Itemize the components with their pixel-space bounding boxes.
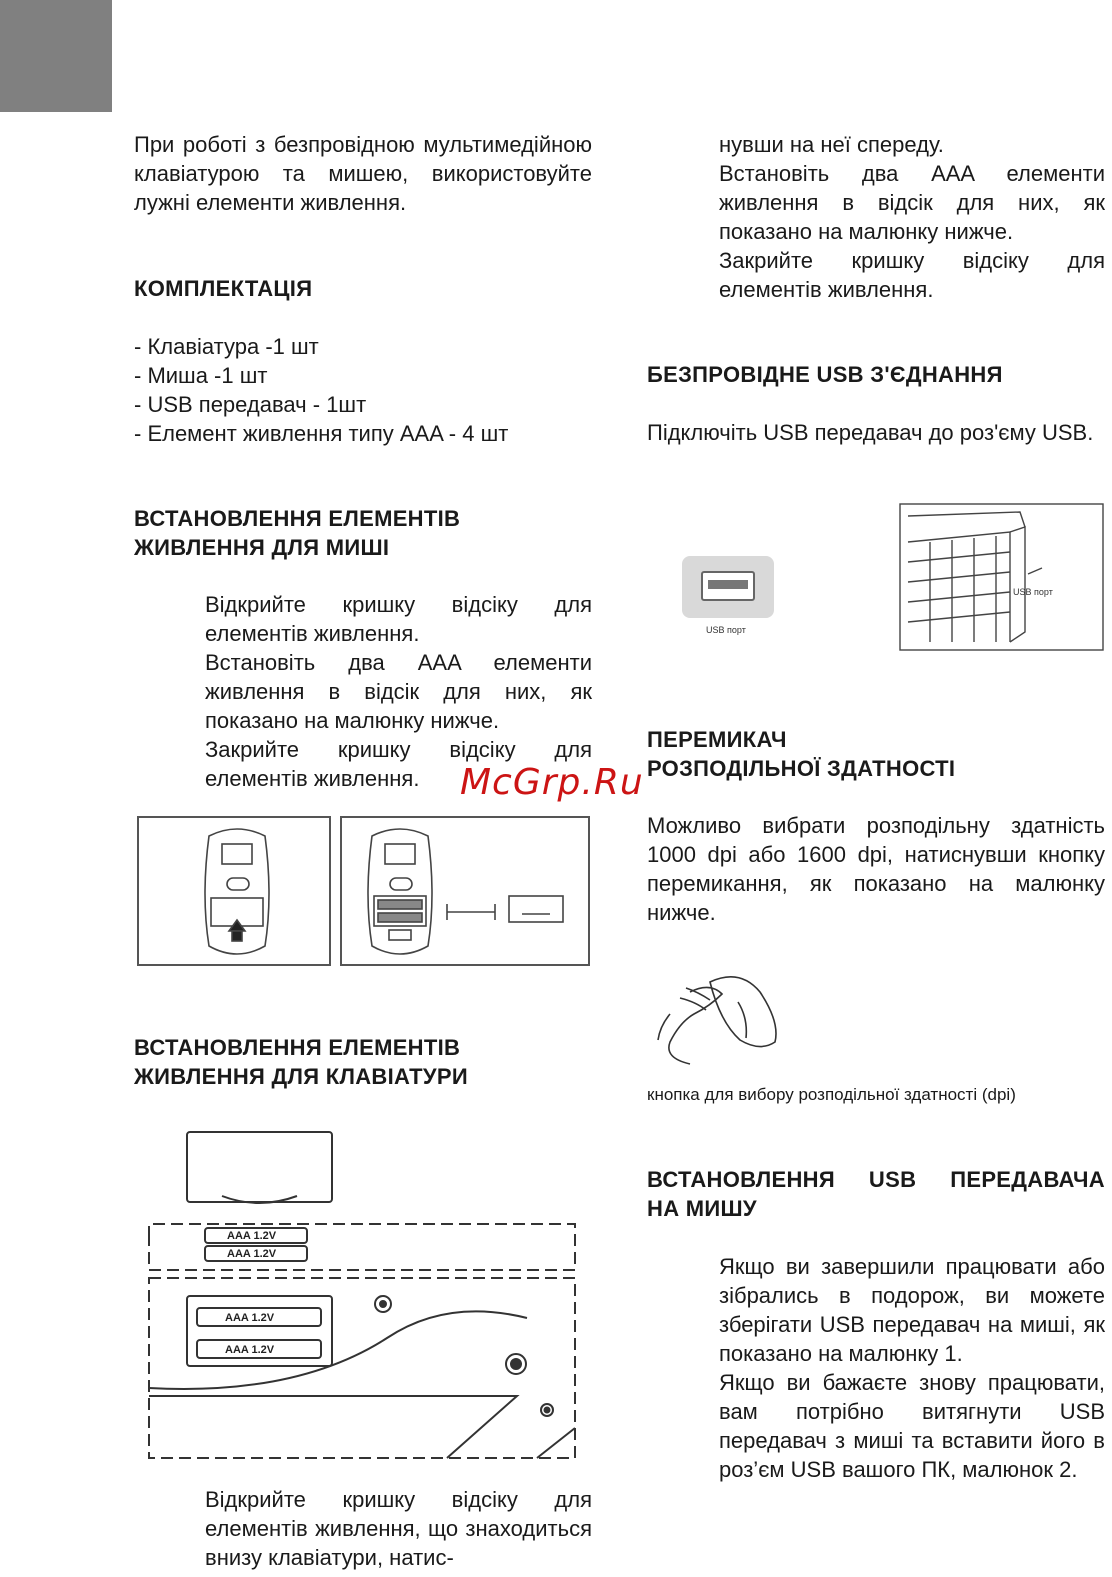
heading-line: ВСТАНОВЛЕННЯ ЕЛЕМЕНТІВ	[134, 506, 461, 531]
heading-line: НА МИШУ	[647, 1196, 757, 1221]
step-text: нувши на неї спереду.	[719, 132, 944, 157]
mouse-battery-figure	[137, 816, 592, 968]
heading-line: ВСТАНОВЛЕННЯ USB ПЕРЕДАВАЧА	[647, 1167, 1105, 1192]
heading-line: РОЗПОДІЛЬНОЇ ЗДАТНОСТІ	[647, 756, 956, 781]
heading-line: ВСТАНОВЛЕННЯ ЕЛЕМЕНТІВ	[134, 1035, 461, 1060]
usb-connection-text: Підключіть USB передавач до роз'єму USB.	[647, 420, 1094, 445]
laptop-usb-label: USB порт	[1013, 587, 1053, 597]
dpi-caption: кнопка для вибору розподільної здатності (dpi)	[647, 1085, 1016, 1104]
complect-heading: КОМПЛЕКТАЦІЯ	[134, 276, 313, 301]
step-text: Якщо ви бажаєте знову працювати, вам потрібно витягнути USB передавач з миші та вставити його в роз’єм USB вашого ПК, малюнок 2.	[719, 1370, 1105, 1482]
step-text: Закрийте кришку відсіку для елементів живлення.	[719, 248, 1105, 302]
heading-line: ПЕРЕМИКАЧ	[647, 727, 787, 752]
battery-label: AAA 1.2V	[225, 1344, 275, 1356]
laptop-icon	[900, 504, 1103, 650]
usb-port-figure	[680, 502, 1105, 652]
list-item: - USB передавач - 1шт	[134, 392, 367, 417]
heading-line: ЖИВЛЕННЯ ДЛЯ КЛАВІАТУРИ	[134, 1064, 468, 1089]
battery-label: AAA 1.2V	[227, 1230, 277, 1242]
keyboard-battery-heading	[134, 1033, 592, 1091]
usb-connection-heading: БЕЗПРОВІДНЕ USB З'ЄДНАННЯ	[647, 362, 1003, 387]
step-text: Відкрийте кришку відсіку для елементів живлення.	[205, 592, 592, 646]
figure-frame	[138, 817, 330, 965]
figure-frame	[341, 817, 589, 965]
step-text: Якщо ви завершили працювати або зібрались в подорож, ви можете зберігати USB передавач на миші, як показано на малюнку 1.	[719, 1254, 1105, 1366]
mouse-battery-heading	[134, 504, 592, 562]
mouse-open-icon	[368, 829, 563, 954]
keyboard-battery-figure	[147, 1128, 579, 1466]
list-item: - Миша -1 шт	[134, 363, 268, 388]
keyboard-battery-steps-cont	[719, 130, 1105, 304]
keyboard-battery-step: Відкрийте кришку відсіку для елементів живлення, що знаходиться внизу клавіатури, натис-	[205, 1487, 592, 1570]
battery-cover-icon	[187, 1132, 332, 1202]
usb-store-heading	[647, 1165, 1105, 1223]
usb-store-text	[719, 1252, 1105, 1484]
usb-port-label: USB порт	[706, 625, 746, 635]
complect-list	[134, 332, 592, 448]
step-text: Встановіть два AAA елементи живлення в відсік для них, як показано на малюнку нижче.	[719, 161, 1105, 244]
dpi-mouse-figure	[650, 962, 790, 1070]
list-item: - Елемент живлення типу AAA - 4 шт	[134, 421, 509, 446]
battery-label: AAA 1.2V	[225, 1312, 275, 1324]
dpi-text: Можливо вибрати розподільну здатність 1000 dpi або 1600 dpi, натиснувши кнопку перемикання, як показано на малюнку нижче.	[647, 813, 1105, 925]
step-text: Встановіть два AAA елементи живлення в відсік для них, як показано на малюнку нижче.	[205, 650, 592, 733]
dpi-heading	[647, 725, 1105, 783]
watermark: McGrp.Ru	[460, 762, 644, 803]
heading-line: ЖИВЛЕННЯ ДЛЯ МИШІ	[134, 535, 390, 560]
hand-mouse-icon	[658, 977, 776, 1064]
list-item: - Клавіатура -1 шт	[134, 334, 319, 359]
page-corner-tab	[0, 0, 112, 112]
battery-label: AAA 1.2V	[227, 1248, 277, 1260]
mouse-bottom-icon	[205, 829, 269, 954]
intro-text: При роботі з безпровідною мультимедійною клавіатурою та мишею, використовуйте лужні елементи живлення.	[134, 132, 592, 215]
step-text: Закрийте кришку відсіку для елементів живлення.	[205, 737, 592, 791]
